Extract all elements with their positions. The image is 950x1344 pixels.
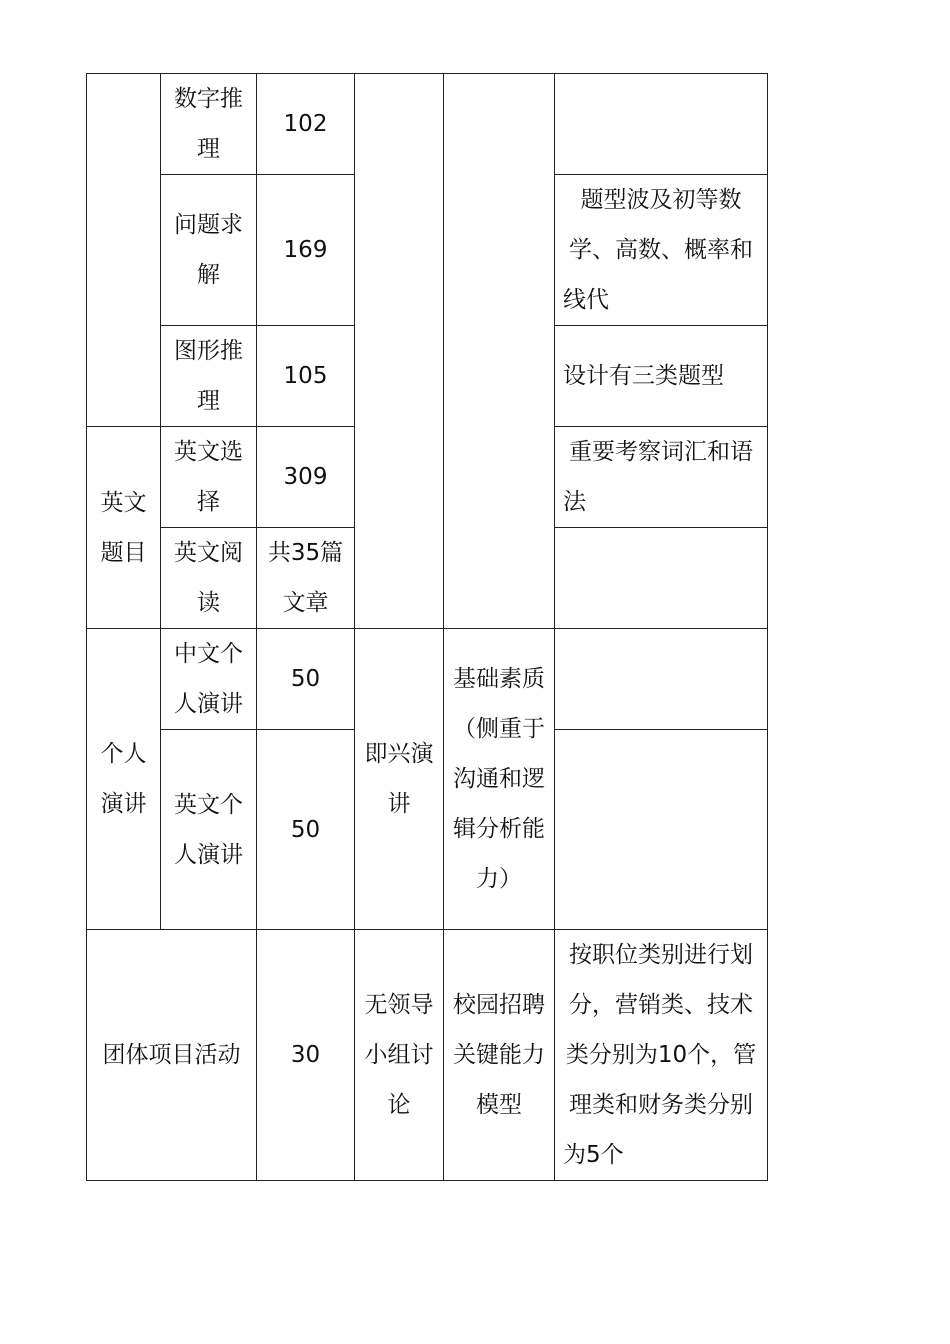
ability-cell-empty	[444, 74, 555, 629]
item-count: 169	[257, 175, 355, 326]
category-cell-empty	[87, 74, 161, 427]
table-row	[87, 629, 768, 730]
note-cell-empty	[555, 528, 768, 629]
item-count: 105	[257, 326, 355, 427]
item-name: 中文个人演讲	[161, 629, 257, 730]
item-name: 问题求解	[161, 175, 257, 326]
item-count: 102	[257, 74, 355, 175]
item-name: 英文选择	[161, 427, 257, 528]
speech-ability: 基础素质（侧重于沟通和逻辑分析能力）	[444, 629, 555, 930]
item-name: 英文阅读	[161, 528, 257, 629]
speech-form: 即兴演讲	[355, 629, 444, 930]
item-count: 50	[257, 629, 355, 730]
item-note: 设计有三类题型	[555, 326, 768, 427]
item-note: 题型波及初等数学、高数、概率和线代	[555, 175, 768, 326]
note-cell-empty	[555, 730, 768, 930]
recruitment-assessment-table	[86, 73, 768, 1181]
item-count: 共35篇文章	[257, 528, 355, 629]
item-count: 309	[257, 427, 355, 528]
team-activity-form: 无领导小组讨论	[355, 930, 444, 1181]
team-activity-ability: 校园招聘关键能力模型	[444, 930, 555, 1181]
item-name: 英文个人演讲	[161, 730, 257, 930]
note-cell-empty	[555, 629, 768, 730]
table-row	[87, 930, 768, 1181]
category-english: 英文题目	[87, 427, 161, 629]
team-activity-count: 30	[257, 930, 355, 1181]
item-count: 50	[257, 730, 355, 930]
note-cell-empty	[555, 74, 768, 175]
table-row	[87, 74, 768, 175]
team-activity-note: 按职位类别进行划分，营销类、技术类分别为10个，管理类和财务类分别为5个	[555, 930, 768, 1181]
team-activity-name: 团体项目活动	[87, 930, 257, 1181]
category-speech: 个人演讲	[87, 629, 161, 930]
item-note: 重要考察词汇和语法	[555, 427, 768, 528]
item-name: 图形推理	[161, 326, 257, 427]
form-cell-empty	[355, 74, 444, 629]
item-name: 数字推理	[161, 74, 257, 175]
